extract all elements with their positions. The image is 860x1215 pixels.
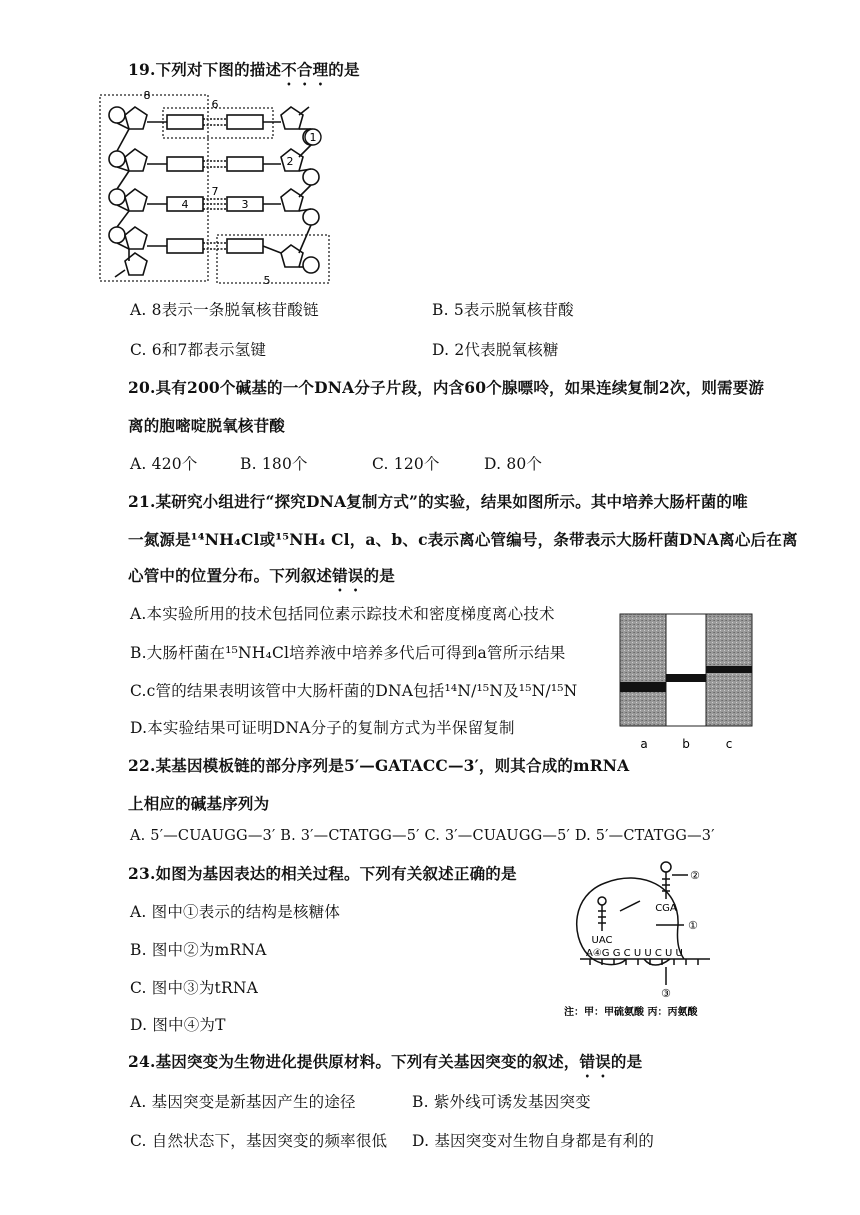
- q24-stem: 24.基因突变为生物进化提供原材料。下列有关基因突变的叙述，错误的是: [128, 1052, 643, 1071]
- q23-stem: 23.如图为基因表达的相关过程。下列有关叙述正确的是: [128, 864, 517, 883]
- q20-option-d: D. 80个: [484, 455, 543, 473]
- tube-b: [666, 614, 706, 726]
- label-2: 2: [286, 155, 294, 168]
- tube-label-b: b: [682, 737, 690, 751]
- tube-a: [620, 614, 666, 726]
- label-5: 5: [263, 274, 271, 285]
- q20-stem-line1: 20.具有200个碱基的一个DNA分子片段，内含60个腺嘌呤，如果连续复制2次，则需要游: [128, 378, 765, 397]
- q21-option-a: A.本实验所用的技术包括同位素示踪技术和密度梯度离心技术: [130, 605, 555, 623]
- label-6: 6: [211, 98, 219, 111]
- q19-option-b: B. 5表示脱氧核苷酸: [432, 301, 574, 319]
- q24-option-a: A. 基因突变是新基因产生的途径: [130, 1093, 356, 1111]
- translation-diagram: [560, 855, 760, 1025]
- mrna-sequence: A④G G C U U C U U: [586, 948, 683, 959]
- tube-label-a: a: [640, 737, 648, 751]
- tube-label-c: c: [725, 737, 733, 751]
- dna-structure-diagram: [95, 85, 335, 285]
- q24-option-c: C. 自然状态下，基因突变的频率很低: [130, 1132, 388, 1150]
- figure-note: 注：甲：甲硫氨酸 丙：丙氨酸: [564, 1007, 698, 1018]
- q19-option-d: D. 2代表脱氧核糖: [432, 341, 559, 359]
- q21-option-b: B.大肠杆菌在¹⁵NH₄Cl培养液中培养多代后可得到a管所示结果: [130, 644, 566, 662]
- q21-stem-line2: 一氮源是¹⁴NH₄Cl或¹⁵NH₄ Cl，a、b、c表示离心管编号，条带表示大肠杆菌DNA离心后在离: [128, 530, 798, 549]
- label-1: 1: [309, 131, 317, 144]
- band-b: [666, 674, 706, 682]
- marker-2: ②: [690, 869, 700, 882]
- centrifuge-tubes-figure: [618, 612, 768, 752]
- label-4: 4: [181, 198, 189, 211]
- q19-option-a: A. 8表示一条脱氧核苷酸链: [130, 301, 319, 319]
- q21-option-c: C.c管的结果表明该管中大肠杆菌的DNA包括¹⁴N/¹⁵N及¹⁵N/¹⁵N: [130, 682, 578, 700]
- q23-option-a: A. 图中①表示的结构是核糖体: [130, 903, 341, 921]
- q20-option-c: C. 120个: [372, 455, 440, 473]
- q20-option-a: A. 420个: [130, 455, 198, 473]
- marker-1: ①: [688, 919, 698, 932]
- q21-stem-line3: 心管中的位置分布。下列叙述错误的是: [128, 566, 395, 585]
- q21-stem-line1: 21.某研究小组进行“探究DNA复制方式”的实验，结果如图所示。其中培养大肠杆菌的唯: [128, 492, 748, 511]
- q22-stem-line1: 22.某基因模板链的部分序列是5′—GATACC—3′，则其合成的mRNA: [128, 756, 630, 775]
- q20-option-b: B. 180个: [240, 455, 308, 473]
- q20-stem-line2: 离的胞嘧啶脱氧核苷酸: [128, 416, 286, 435]
- label-3: 3: [241, 198, 249, 211]
- q24-option-b: B. 紫外线可诱发基因突变: [412, 1093, 591, 1111]
- label-7: 7: [211, 185, 219, 198]
- band-a: [620, 682, 666, 692]
- tRNA-anticodon-uac: UAC: [591, 935, 613, 946]
- q21-option-d: D.本实验结果可证明DNA分子的复制方式为半保留复制: [130, 719, 515, 737]
- band-c: [706, 666, 752, 673]
- q23-option-b: B. 图中②为mRNA: [130, 941, 267, 959]
- q19-option-c: C. 6和7都表示氢键: [130, 341, 267, 359]
- tRNA-anticodon-cga: CGA: [655, 903, 677, 914]
- marker-3: ③: [661, 987, 671, 1000]
- q22-stem-line2: 上相应的碱基序列为: [128, 794, 270, 813]
- q23-option-d: D. 图中④为T: [130, 1016, 226, 1034]
- q24-option-d: D. 基因突变对生物自身都是有利的: [412, 1132, 655, 1150]
- q19-stem: 19.下列对下图的描述不合理的是: [128, 60, 360, 79]
- q22-options: A. 5′—CUAUGG—3′ B. 3′—CTATGG—5′ C. 3′—CUAUGG—5′ D. 5′—CTATGG—3′: [130, 828, 715, 844]
- label-8: 8: [143, 89, 151, 102]
- q23-option-c: C. 图中③为tRNA: [130, 979, 259, 997]
